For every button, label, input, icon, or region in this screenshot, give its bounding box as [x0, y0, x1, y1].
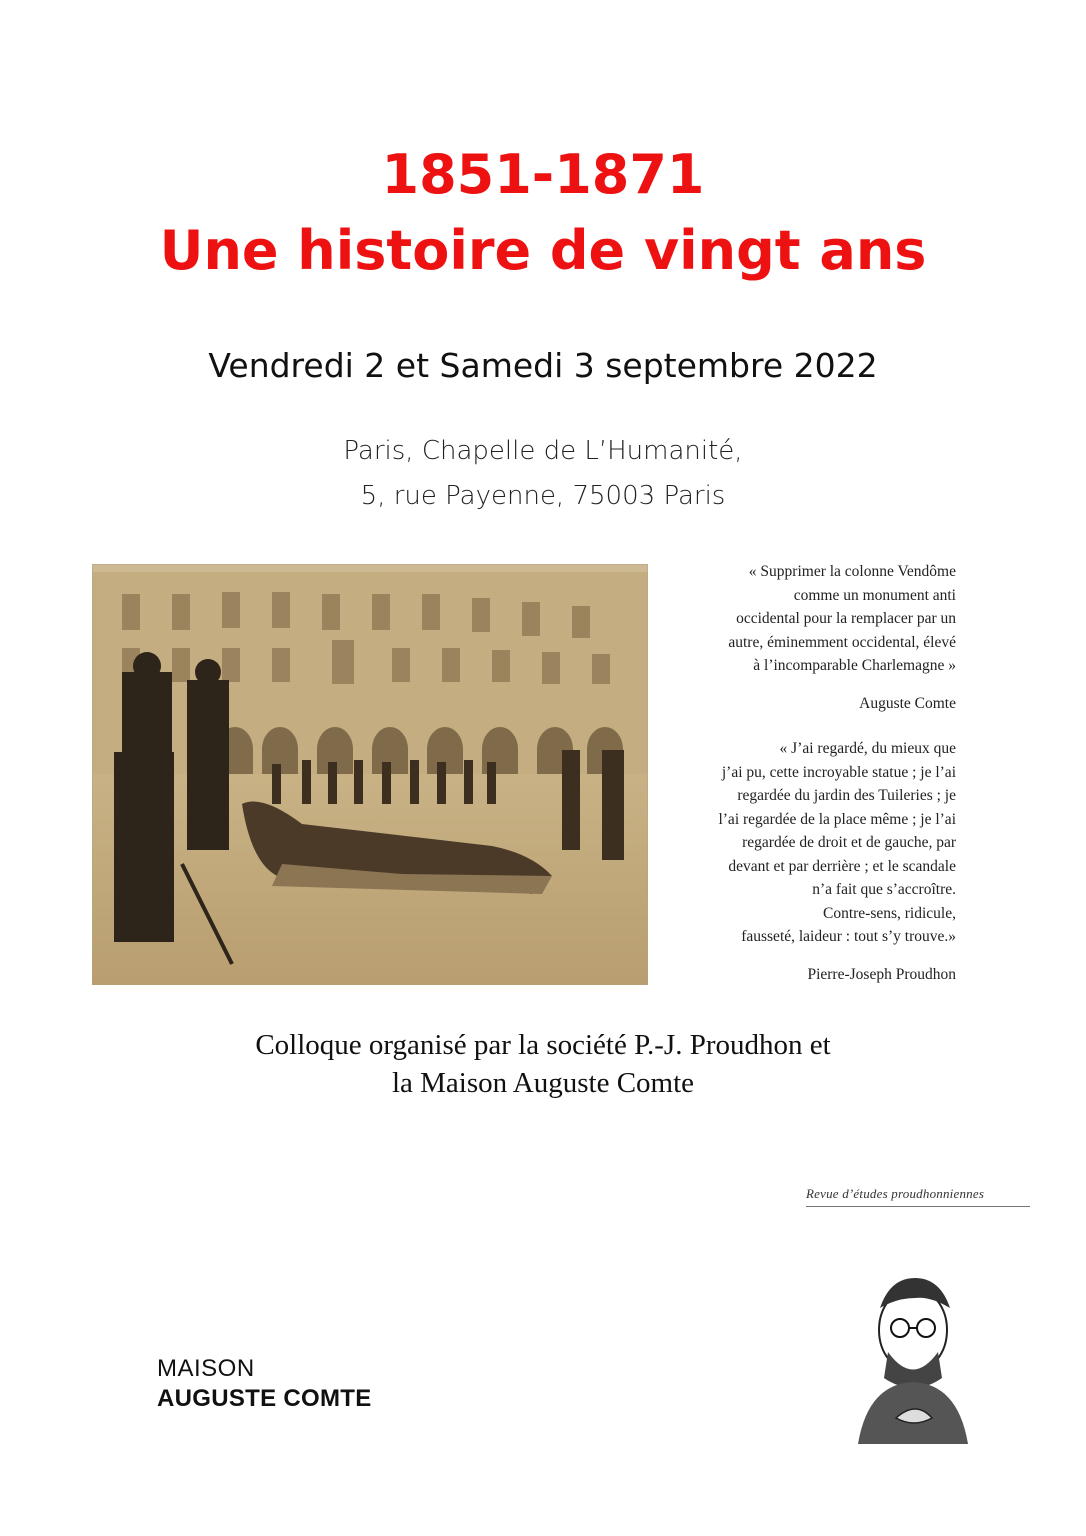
event-years: 1851-1871 — [381, 143, 705, 206]
vendome-column-photo — [92, 564, 648, 985]
quote-author-proudhon: Pierre-Joseph Proudhon — [807, 966, 956, 983]
organizers-line-1: Colloque organisé par la société P.-J. Proudhon et — [255, 1029, 831, 1061]
maison-logo-line-1: MAISON — [157, 1355, 255, 1382]
proudhon-portrait — [838, 1268, 988, 1444]
venue-address: 5, rue Payenne, 75003 Paris — [360, 481, 726, 511]
maison-logo-line-2: AUGUSTE COMTE — [157, 1385, 372, 1412]
quote-proudhon: « J’ai regardé, du mieux que j’ai pu, cette incroyable statue ; je l’ai regardée du jardin des Tuileries ; je l’ai regardée de la place même ; je l’ai regardée de droit et de gauche, par devant et par derrière ; et le scandale n’a fait que s’accroître. Contre-sens, ridicule, fausseté, laideur : tout s’y trouve.» — [718, 740, 956, 945]
organizers-line-2: la Maison Auguste Comte — [391, 1067, 695, 1099]
quote-author-comte: Auguste Comte — [859, 695, 956, 712]
event-title: Une histoire de vingt ans — [159, 219, 927, 282]
quote-comte: « Supprimer la colonne Vendôme comme un monument anti occidental pour la remplacer par un autre, éminemment occidental, élevé à l’incomparable Charlemagne » — [728, 563, 956, 674]
venue-name: Paris, Chapelle de L’Humanité, — [343, 436, 743, 466]
revue-logo: Revue d’études proudhonniennes — [806, 1186, 1030, 1207]
event-date: Vendredi 2 et Samedi 3 septembre 2022 — [208, 346, 878, 385]
